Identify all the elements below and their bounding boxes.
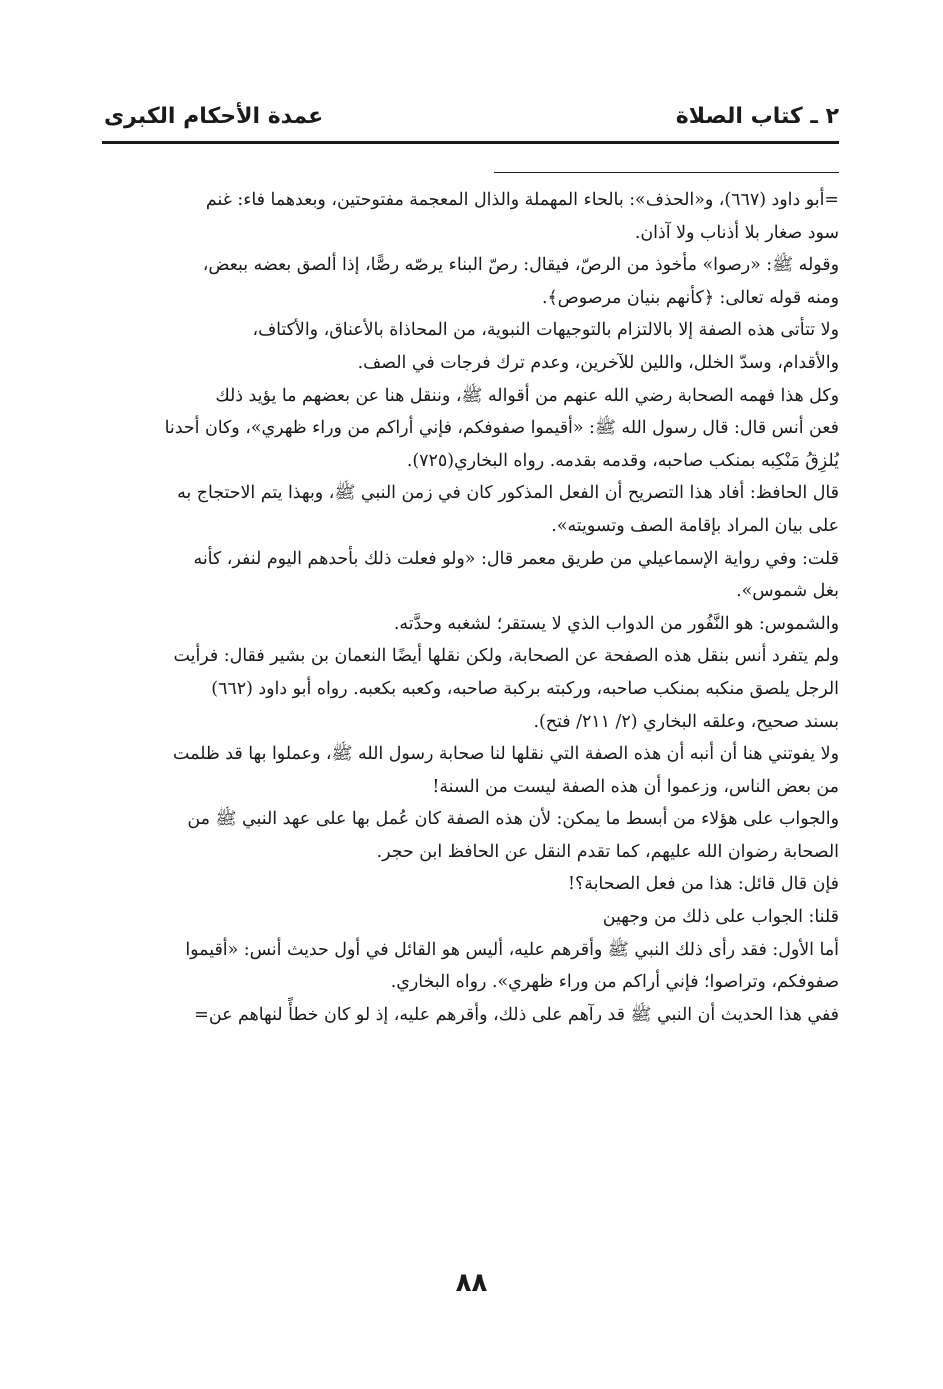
text-line: فعن أنس قال: قال رسول الله ﷺ: «أقيموا صفوفكم، فإني أراكم من وراء ظهري»، وكان أحدنا [164, 418, 839, 439]
text-line: على بيان المراد بإقامة الصف وتسويته». [551, 515, 839, 536]
text-line: وكل هذا فهمه الصحابة رضي الله عنهم من أقواله ﷺ، وننقل هنا عن بعضهم ما يؤيد ذلك [215, 385, 839, 406]
text-line: والشموس: هو النَّفُور من الدواب الذي لا يستقر؛ لشغبه وحدَّته. [393, 613, 839, 634]
text-line: ولا يفوتني هنا أن أنبه أن هذه الصفة التي نقلها لنا صحابة رسول الله ﷺ، وعملوا بها قد ظلمت [173, 744, 839, 765]
text-line: قلت: وفي رواية الإسماعيلي من طريق معمر قال: «ولو فعلت ذلك بأحدهم اليوم لنفر، كأنه [193, 548, 839, 569]
page-body [104, 184, 839, 1031]
text-line: الصحابة رضوان الله عليهم، كما تقدم النقل عن الحافظ ابن حجر. [376, 841, 839, 862]
text-line: قلنا: الجواب على ذلك من وجهين [602, 907, 839, 928]
text-line: من بعض الناس، وزعموا أن هذه الصفة ليست من السنة! [432, 776, 839, 797]
text-line: فإن قال قائل: هذا من فعل الصحابة؟! [568, 874, 839, 895]
text-line: يُلزِقُ مَنْكِبه بمنكب صاحبه، وقدمه بقدمه. رواه البخاري(٧٢٥). [406, 450, 839, 471]
page-number: ٨٨ [455, 1268, 488, 1298]
text-line: ولم يتفرد أنس بنقل هذه الصفحة عن الصحابة، ولكن نقلها أيضًا النعمان بن بشير فقال: فرأيت [173, 646, 839, 667]
footnote-separator [494, 172, 839, 173]
text-line: سود صغار بلا أذناب ولا آذان. [634, 222, 839, 243]
chapter-title: ٢ ـ كتاب الصلاة [675, 103, 839, 129]
text-line: ولا تتأتى هذه الصفة إلا بالالتزام بالتوجيهات النبوية، من المحاذاة بالأعناق، والأكتاف، [252, 320, 839, 341]
text-line: أما الأول: فقد رأى ذلك النبي ﷺ وأقرهم عليه، أليس هو القائل في أول حديث أنس: «أقيموا [185, 939, 839, 960]
text-line: والأقدام، وسدّ الخلل، واللين للآخرين، وعدم ترك فرجات في الصف. [357, 352, 839, 373]
text-line: قال الحافظ: أفاد هذا التصريح أن الفعل المذكور كان في زمن النبي ﷺ، وبهذا يتم الاحتجاج به [177, 483, 839, 504]
text-line: ومنه قوله تعالى: ﴿كأنهم بنيان مرصوص﴾. [541, 287, 839, 308]
book-title: عمدة الأحكام الكبرى [104, 103, 324, 129]
text-line: والجواب على هؤلاء من أبسط ما يمكن: لأن هذه الصفة كان عُمل بها على عهد النبي ﷺ من [187, 809, 839, 830]
text-line: الرجل يلصق منكبه بمنكب صاحبه، وركبته بركبة صاحبه، وكعبه بكعبه. رواه أبو داود (٦٦٢) [211, 678, 839, 699]
text-line: =أبو داود (٦٦٧)، و«الحذف»: بالحاء المهملة والذال المعجمة مفتوحتين، وبعدهما فاء: غنم [205, 190, 839, 210]
text-line: بسند صحيح، وعلقه البخاري (٢/ ٢١١/ فتح). [533, 711, 839, 732]
header-divider [102, 141, 839, 144]
text-line: وقوله ﷺ: «رصوا» مأخوذ من الرصّ، فيقال: رصّ البناء يرصّه رصًّا، إذا ألصق بعضه ببعض، [202, 255, 839, 276]
running-header [104, 96, 839, 136]
text-line: صفوفكم، وتراصوا؛ فإني أراكم من وراء ظهري». رواه البخاري. [390, 972, 839, 993]
text-line: بغل شموس». [736, 581, 839, 602]
text-line: ففي هذا الحديث أن النبي ﷺ قد رآهم على ذلك، وأقرهم عليه، إذ لو كان خطأً لنهاهم عن= [194, 1004, 839, 1025]
